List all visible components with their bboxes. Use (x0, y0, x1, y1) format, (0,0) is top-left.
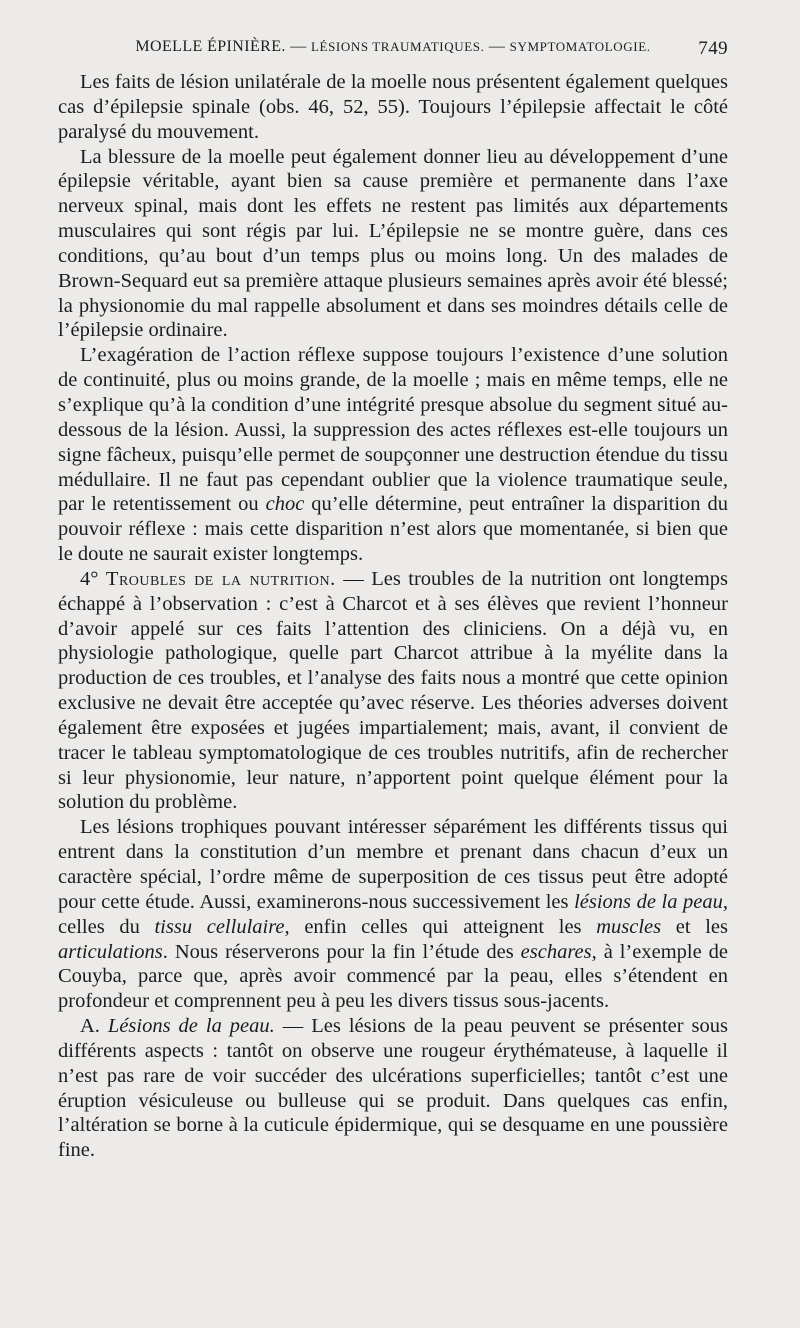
paragraph: Les faits de lésion unilatérale de la moelle nous présentent également quelques cas d’épilepsie spinale (obs. 46, 52, 55). Toujours l’épilepsie affectait le côté paralysé du mouvement. (58, 71, 728, 143)
body-text (58, 70, 728, 1163)
running-title (135, 34, 650, 56)
section-heading: Troubles de la nutrition. (105, 567, 336, 590)
paragraph-text: — Les troubles de la nutrition ont longtemps échappé à l’observation : c’est à Charcot et à ses élèves que revient l’honneur d’avoir appelé sur ces faits l’attention des cliniciens. On a déjà vu, en physiologie pathologique, quelle part Charcot attribue à la myélite dans la production de ces troubles, et l’analyse des faits nous a montré que cette opinion exclusive ne devait être acceptée qu’avec réserve. Les théories adverses doivent également être exposées et jugées impartialement; mais, avant, il convient de tracer le tableau symptomatologique de ces troubles nutritifs, afin de rechercher si leur physionomie, leur nature, n’apportent point quelque élément pour la solution du problème. (58, 567, 728, 814)
subsection-heading: Lésions de la peau. (107, 1015, 275, 1038)
paragraph-text: et les (661, 915, 728, 938)
italic-term: muscles (596, 915, 662, 938)
paragraph (58, 343, 728, 567)
paragraph-text: . Nous réserverons pour la fin l’étude des (162, 940, 521, 963)
paragraph (58, 567, 728, 815)
title-separator: — (484, 38, 510, 55)
paragraph-text: qu’elle détermine, peut entraîner la disparition du pouvoir réflexe : mais cette disparition n’est alors que momentanée, si bien que le doute ne saurait exister longtemps. (58, 493, 728, 566)
paragraph-text: , enfin celles qui atteignent les (284, 915, 597, 938)
paragraph: La blessure de la moelle peut également donner lieu au développement d’une épilepsie véritable, ayant bien sa cause première et permanente dans l’axe nerveux spinal, mais dont les effets ne restent pas limités aux départements musculaires qui sont régis par lui. L’épilepsie ne se montre guère, dans ces conditions, qu’au bout d’un temps plus ou moins long. Un des malades de Brown-Sequard eut sa première attaque plusieurs semaines après avoir été blessé; la physionomie du mal rappelle absolument et dans ses moindres détails celle de l’épilepsie ordinaire. (58, 145, 728, 342)
italic-term: eschares (520, 940, 592, 963)
section-number: 4° (80, 567, 106, 590)
paragraph (58, 1014, 728, 1163)
italic-term: choc (265, 493, 305, 516)
italic-term: articulations (58, 940, 163, 963)
italic-term: lésions de la peau (574, 890, 723, 913)
running-head (58, 34, 728, 70)
paragraph-text: , à l’exemple de Couyba, parce que, après avoir commencé par la peau, elles s’étendent en profondeur et comprennent peu à peu les divers tissus sous-jacents. (58, 940, 728, 1013)
paragraph-text: L’exagération de l’action réflexe suppose toujours l’existence d’une solution de continuité, plus ou moins grande, de la moelle ; mais en même temps, elle ne s’explique qu’à la condition d’une intégrité presque absolue du segment situé au-dessous de la lésion. Aussi, la suppression des actes réflexes est-elle toujours un signe fâcheux, puisqu’elle permet de soupçonner une destruction étendue du tissu médullaire. Il ne faut pas cependant oublier que la violence traumatique seule, par le retentissement ou (58, 344, 728, 516)
paragraph (58, 815, 728, 1014)
running-title-sub1: LÉSIONS TRAUMATIQUES. (311, 39, 485, 54)
paragraph-text: Les lésions trophiques pouvant intéresser séparément les différents tissus qui entrent dans la constitution d’un membre et prenant dans chacun d’eux un caractère spécial, l’ordre même de superposition de ces tissus peut être adopté pour cette étude. Aussi, examinerons-nous successivement les (58, 816, 728, 913)
page-number: 749 (698, 38, 728, 59)
paragraph-text: — Les lésions de la peau peuvent se présenter sous différents aspects : tantôt on observe une rougeur érythémateuse, à laquelle il n’est pas rare de voir succéder des ulcérations superficielles; tantôt c’est une éruption vésiculeuse ou bulleuse qui se produit. Dans quelques cas enfin, l’altération se borne à la cuticule épidermique, qui se desquame en une poussière fine. (58, 1015, 729, 1162)
subsection-letter: A. (80, 1015, 108, 1038)
paragraph-text: , celles du (58, 890, 728, 938)
italic-term: tissu cellulaire (154, 915, 285, 938)
running-title-sub2: SYMPTOMATOLOGIE. (509, 39, 651, 54)
title-separator: — (285, 38, 311, 55)
running-title-main: MOELLE ÉPINIÈRE. (135, 38, 286, 55)
